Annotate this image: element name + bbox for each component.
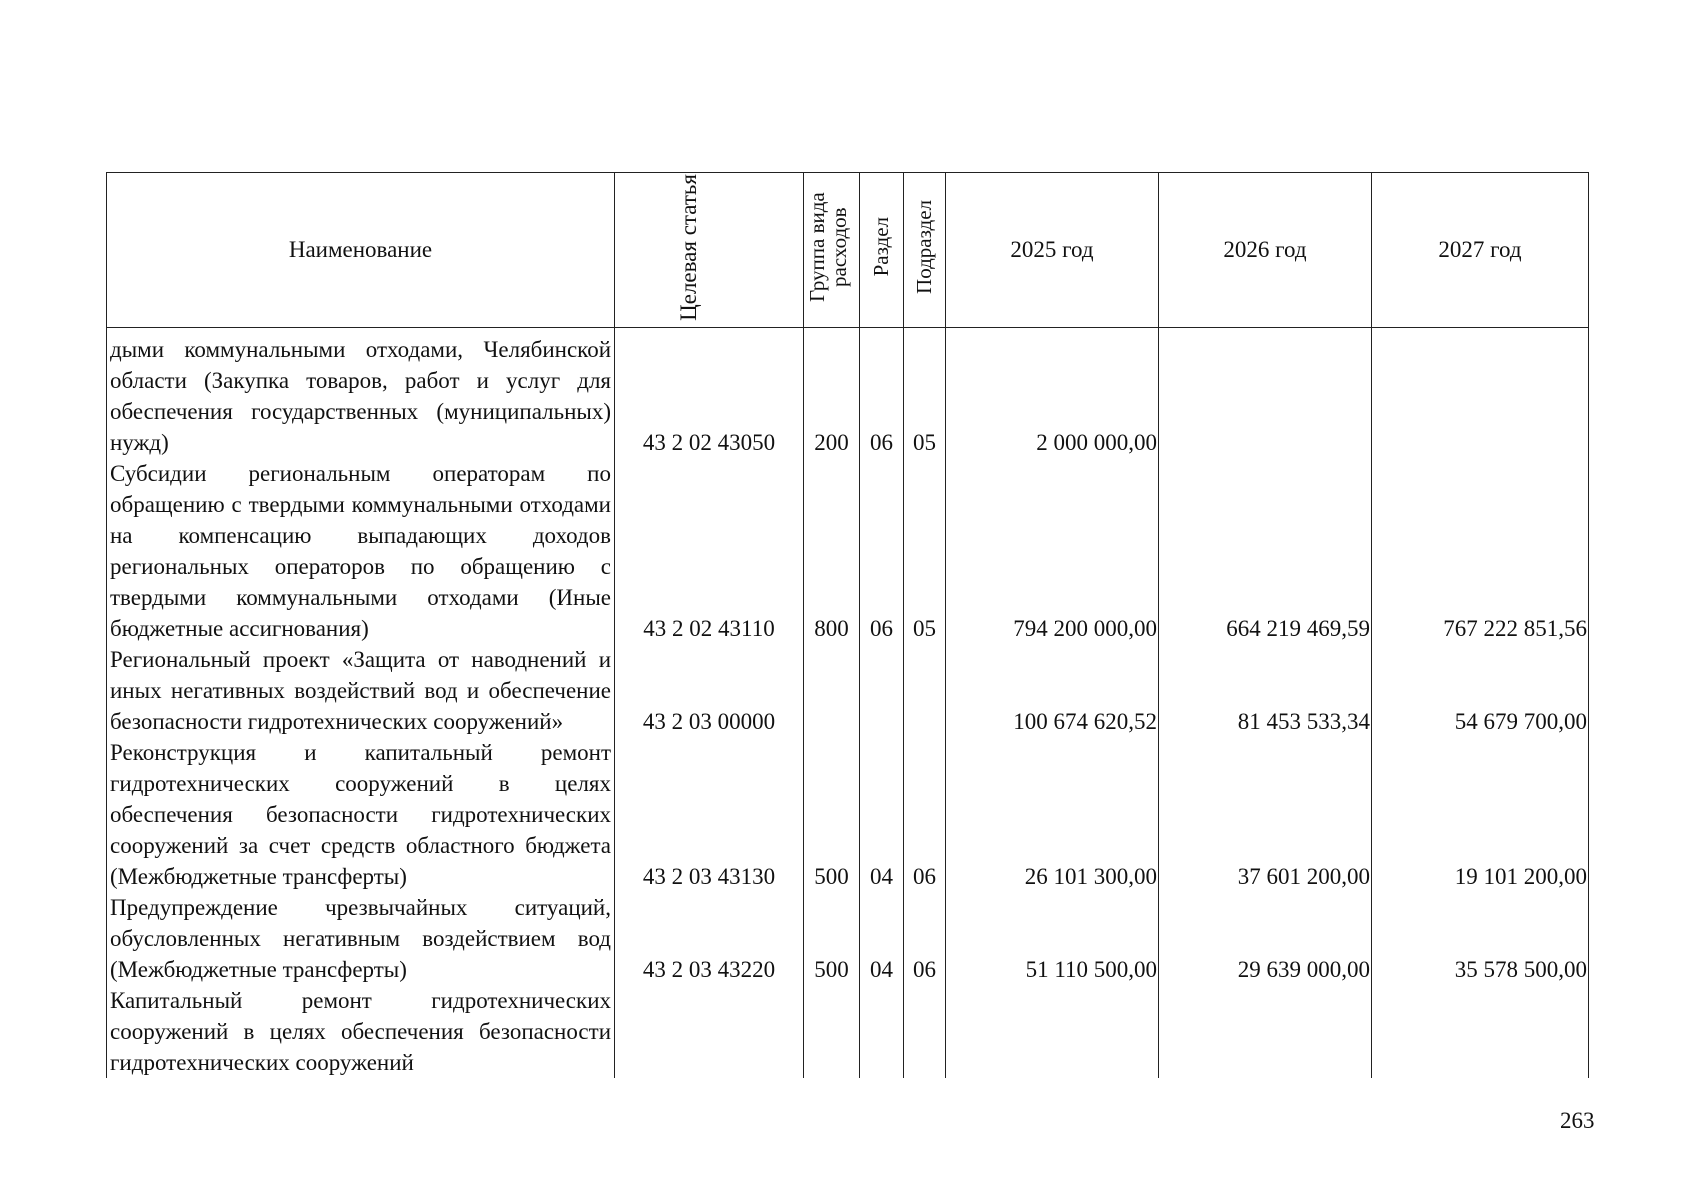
row-2027: 19 101 200,00 <box>1372 737 1589 892</box>
row-section <box>860 985 904 1078</box>
row-code: 43 2 03 43130 <box>615 737 804 892</box>
row-name: Капитальный ремонт гидротехнических сооружений в целях обеспечения безопасности гидротехнических сооружений <box>107 985 615 1078</box>
table-row <box>107 458 1589 644</box>
row-2027: 54 679 700,00 <box>1372 644 1589 737</box>
row-subsection <box>904 644 946 737</box>
page-number: 263 <box>1560 1108 1595 1133</box>
row-subsection <box>904 985 946 1078</box>
row-section: 06 <box>860 458 904 644</box>
header-target-article: Целевая статья <box>615 173 804 328</box>
row-2025: 2 000 000,00 <box>946 328 1159 459</box>
row-2027: 35 578 500,00 <box>1372 892 1589 985</box>
row-2025: 51 110 500,00 <box>946 892 1159 985</box>
header-year-2026: 2026 год <box>1159 173 1372 328</box>
row-subsection: 05 <box>904 458 946 644</box>
row-group: 500 <box>804 892 860 985</box>
row-subsection: 06 <box>904 737 946 892</box>
row-group: 500 <box>804 737 860 892</box>
row-2026 <box>1159 985 1372 1078</box>
row-group <box>804 985 860 1078</box>
row-group <box>804 644 860 737</box>
row-2026: 664 219 469,59 <box>1159 458 1372 644</box>
table-header-row <box>107 173 1589 328</box>
row-2025 <box>946 985 1159 1078</box>
table-row <box>107 737 1589 892</box>
header-expense-group: Группа вида расходов <box>804 173 860 328</box>
header-name: Наименование <box>107 173 615 328</box>
row-name: дыми коммунальными отходами, Челябинской области (Закупка товаров, работ и услуг для обеспечения государственных (муниципальных) нужд) <box>107 328 615 459</box>
table-row <box>107 644 1589 737</box>
row-2025: 794 200 000,00 <box>946 458 1159 644</box>
row-2026: 29 639 000,00 <box>1159 892 1372 985</box>
row-section <box>860 644 904 737</box>
row-subsection: 05 <box>904 328 946 459</box>
row-code: 43 2 03 43220 <box>615 892 804 985</box>
row-2026: 81 453 533,34 <box>1159 644 1372 737</box>
row-code <box>615 985 804 1078</box>
budget-table <box>106 172 1589 1078</box>
row-name: Региональный проект «Защита от наводнений и иных негативных воздействий вод и обеспечение безопасности гидротехнических сооружений» <box>107 644 615 737</box>
row-name: Предупреждение чрезвычайных ситуаций, обусловленных негативным воздействием вод (Межбюджетные трансферты) <box>107 892 615 985</box>
row-subsection: 06 <box>904 892 946 985</box>
row-section: 04 <box>860 737 904 892</box>
row-2027 <box>1372 985 1589 1078</box>
row-code: 43 2 02 43050 <box>615 328 804 459</box>
header-year-2025: 2025 год <box>946 173 1159 328</box>
row-2025: 26 101 300,00 <box>946 737 1159 892</box>
header-year-2027: 2027 год <box>1372 173 1589 328</box>
header-section: Раздел <box>860 173 904 328</box>
table-row <box>107 985 1589 1078</box>
row-group: 200 <box>804 328 860 459</box>
row-code: 43 2 02 43110 <box>615 458 804 644</box>
row-section: 04 <box>860 892 904 985</box>
row-2026: 37 601 200,00 <box>1159 737 1372 892</box>
row-name: Реконструкция и капитальный ремонт гидротехнических сооружений в целях обеспечения безопасности гидротехнических сооружений за счет средств областного бюджета (Межбюджетные трансферты) <box>107 737 615 892</box>
row-2027: 767 222 851,56 <box>1372 458 1589 644</box>
row-2027 <box>1372 328 1589 459</box>
table-row <box>107 328 1589 459</box>
header-subsection: Подраздел <box>904 173 946 328</box>
row-code: 43 2 03 00000 <box>615 644 804 737</box>
row-group: 800 <box>804 458 860 644</box>
table-row <box>107 892 1589 985</box>
row-name: Субсидии региональным операторам по обращению с твердыми коммунальными отходами на компенсацию выпадающих доходов региональных операторов по обращению с твердыми коммунальными отходами (Иные бюджетные ассигнования) <box>107 458 615 644</box>
row-2026 <box>1159 328 1372 459</box>
row-section: 06 <box>860 328 904 459</box>
row-2025: 100 674 620,52 <box>946 644 1159 737</box>
